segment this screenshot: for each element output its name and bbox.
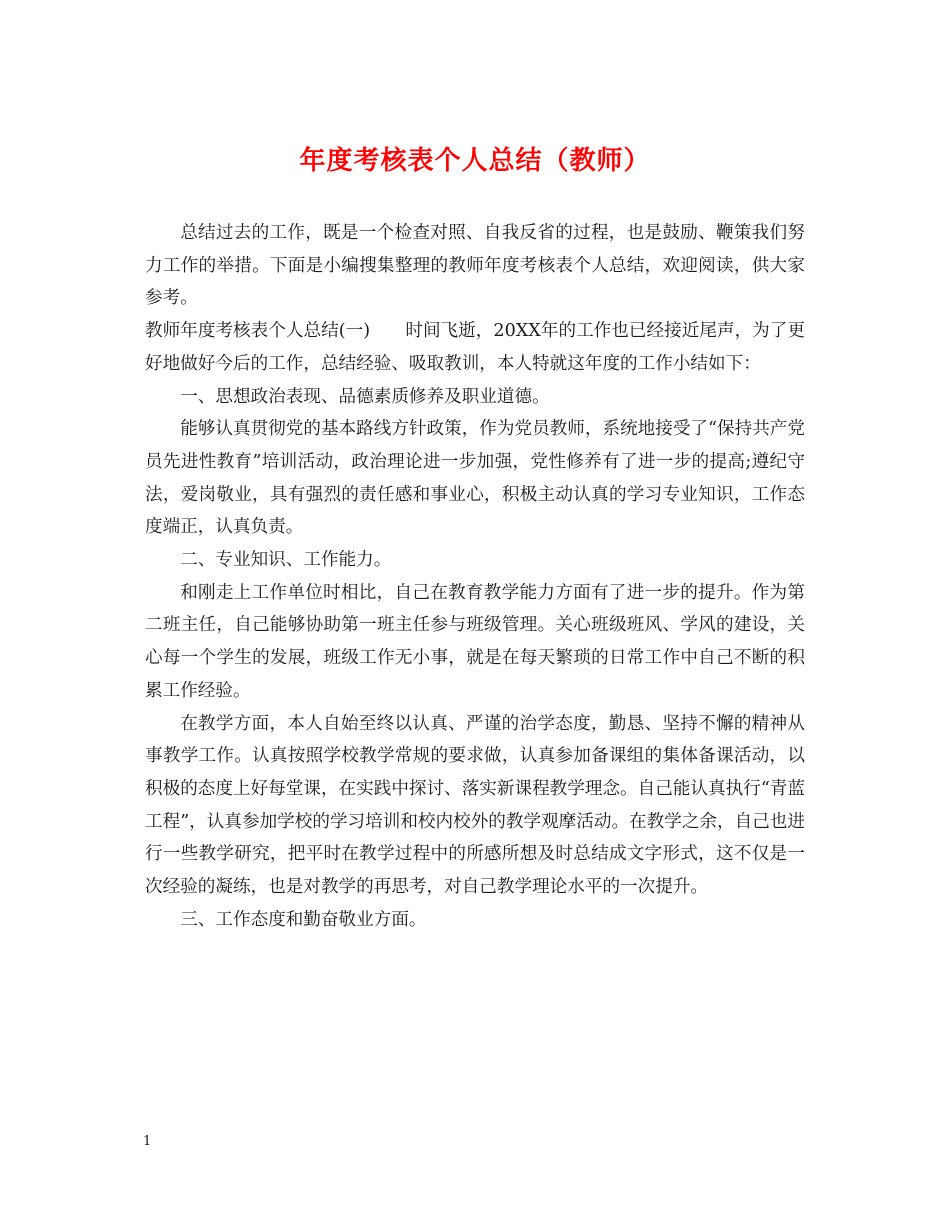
paragraph-intro: 总结过去的工作，既是一个检查对照、自我反省的过程，也是鼓励、鞭策我们努力工作的举措。下面是小编搜集整理的教师年度考核表个人总结，欢迎阅读，供大家参考。 <box>145 223 805 309</box>
paragraph-summary-heading: 教师年度考核表个人总结(一) 时间飞逝，20XX年的工作也已经接近尾声，为了更好地做好今后的工作，总结经验、吸取教训，本人特就这年度的工作小结如下： <box>145 321 805 374</box>
document-body <box>145 217 805 936</box>
section-heading-3: 三、工作态度和勤奋敬业方面。 <box>180 909 427 930</box>
paragraph-section-2b: 在教学方面，本人自始至终以认真、严谨的治学态度，勤恳、坚持不懈的精神从事教学工作。认真按照学校教学常规的要求做，认真参加备课组的集体备课活动，以积极的态度上好每堂课，在实践中探讨、落实新课程教学理念。自己能认真执行“青蓝工程”，认真参加学校的学习培训和校内校外的教学观摩活动。在教学之余，自己也进行一些教学研究，把平时在教学过程中的所感所想及时总结成文字形式，这不仅是一次经验的凝练，也是对教学的再思考，对自己教学理论水平的一次提升。 <box>145 713 805 898</box>
document-title: 年度考核表个人总结（教师） <box>299 146 651 176</box>
page-number: 1 <box>143 1134 152 1149</box>
paragraph-section-2a: 和刚走上工作单位时相比，自己在教育教学能力方面有了进一步的提升。作为第二班主任，自己能够协助第一班主任参与班级管理。关心班级班风、学风的建设，关心每一个学生的发展，班级工作无小事，就是在每天繁琐的日常工作中自己不断的积累工作经验。 <box>145 582 805 701</box>
paragraph-section-1: 能够认真贯彻党的基本路线方针政策，作为党员教师，系统地接受了“保持共产党员先进性教育”培训活动，政治理论进一步加强，党性修养有了进一步的提高;遵纪守法，爱岗敬业，具有强烈的责任感和事业心，积极主动认真的学习专业知识，工作态度端正，认真负责。 <box>145 419 805 538</box>
section-heading-2: 二、专业知识、工作能力。 <box>180 550 392 571</box>
section-heading-1: 一、思想政治表现、品德素质修养及职业道德。 <box>180 386 550 407</box>
